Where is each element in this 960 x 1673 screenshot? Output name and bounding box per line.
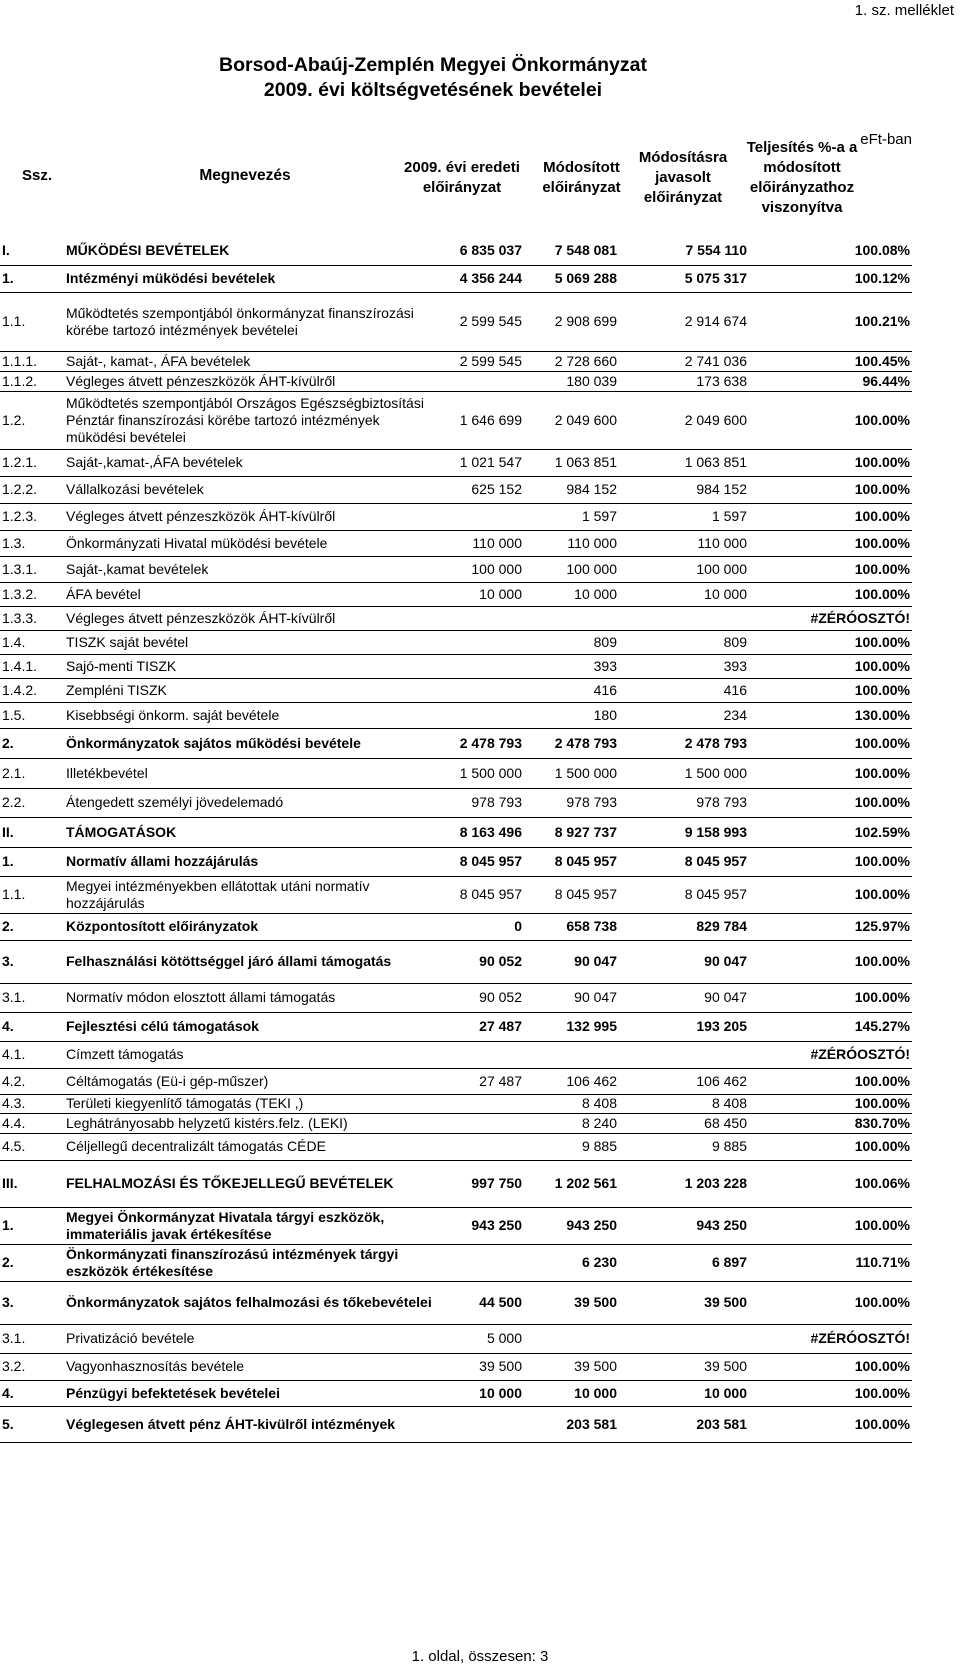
row-number: 1.4.1. <box>0 654 64 678</box>
revenue-table <box>0 236 912 1443</box>
proposed-appropriation: 978 793 <box>619 788 749 817</box>
modified-appropriation: 8 408 <box>524 1094 619 1113</box>
row-number: 3.1. <box>0 983 64 1012</box>
original-appropriation: 1 021 547 <box>444 449 524 476</box>
table-row <box>0 1324 912 1353</box>
original-appropriation: 27 487 <box>444 1012 524 1041</box>
completion-percent: 100.00% <box>749 983 912 1012</box>
proposed-appropriation: 416 <box>619 678 749 702</box>
row-number: 1.2. <box>0 391 64 449</box>
unit-label: eFt-ban <box>860 131 912 148</box>
modified-appropriation: 1 500 000 <box>524 758 619 788</box>
row-number: 1.4. <box>0 630 64 654</box>
proposed-appropriation: 393 <box>619 654 749 678</box>
table-row <box>0 503 912 530</box>
modified-appropriation: 110 000 <box>524 530 619 556</box>
original-appropriation: 10 000 <box>444 1380 524 1406</box>
original-appropriation: 943 250 <box>444 1207 524 1244</box>
completion-percent: #ZÉRÓOSZTÓ! <box>749 1041 912 1068</box>
table-row <box>0 654 912 678</box>
row-label: ÁFA bevétel <box>64 582 444 606</box>
proposed-appropriation: 100 000 <box>619 556 749 582</box>
row-number: 2. <box>0 728 64 758</box>
proposed-appropriation: 234 <box>619 702 749 728</box>
modified-appropriation: 8 927 737 <box>524 817 619 847</box>
row-number: 1.1. <box>0 876 64 913</box>
completion-percent: 100.00% <box>749 788 912 817</box>
row-label: Saját-, kamat-, ÁFA bevételek <box>64 351 444 371</box>
row-label: Megyei Önkormányzat Hivatala tárgyi eszközök, immateriális javak értékesítése <box>64 1207 444 1244</box>
row-label: Megyei intézményekben ellátottak utáni normatív hozzájárulás <box>64 876 444 913</box>
page-subtitle: 2009. évi költségvetésének bevételei <box>263 79 603 101</box>
proposed-appropriation: 110 000 <box>619 530 749 556</box>
original-appropriation: 1 500 000 <box>444 758 524 788</box>
modified-appropriation: 8 240 <box>524 1113 619 1133</box>
proposed-appropriation: 10 000 <box>619 582 749 606</box>
proposed-appropriation: 5 075 317 <box>619 265 749 292</box>
table-row <box>0 1244 912 1281</box>
proposed-appropriation: 90 047 <box>619 983 749 1012</box>
original-appropriation: 978 793 <box>444 788 524 817</box>
row-number: 1.3. <box>0 530 64 556</box>
original-appropriation: 10 000 <box>444 582 524 606</box>
row-label: Normatív állami hozzájárulás <box>64 847 444 876</box>
modified-appropriation: 180 039 <box>524 371 619 391</box>
row-label: Önkormányzati Hivatal müködési bevétele <box>64 530 444 556</box>
row-number: 3.2. <box>0 1353 64 1380</box>
page-footer: 1. oldal, összesen: 3 <box>411 1648 549 1665</box>
original-appropriation: 625 152 <box>444 476 524 503</box>
proposed-appropriation: 9 885 <box>619 1133 749 1160</box>
completion-percent: 100.00% <box>749 1068 912 1094</box>
proposed-appropriation: 1 597 <box>619 503 749 530</box>
table-row <box>0 678 912 702</box>
row-label: Vagyonhasznosítás bevétele <box>64 1353 444 1380</box>
proposed-appropriation: 1 500 000 <box>619 758 749 788</box>
modified-appropriation: 978 793 <box>524 788 619 817</box>
table-row <box>0 292 912 351</box>
table-row <box>0 1041 912 1068</box>
row-number: 2.2. <box>0 788 64 817</box>
header-col4: Teljesítés %-a a módosított előirányzathoz viszonyítva <box>746 139 858 216</box>
table-row <box>0 606 912 630</box>
modified-appropriation: 203 581 <box>524 1406 619 1442</box>
row-label: Sajó-menti TISZK <box>64 654 444 678</box>
table-row <box>0 1133 912 1160</box>
proposed-appropriation <box>619 606 749 630</box>
completion-percent: 100.00% <box>749 1133 912 1160</box>
completion-percent: 100.00% <box>749 582 912 606</box>
table-row <box>0 758 912 788</box>
modified-appropriation: 132 995 <box>524 1012 619 1041</box>
original-appropriation <box>444 1406 524 1442</box>
row-label: Területi kiegyenlítő támogatás (TEKI ,) <box>64 1094 444 1113</box>
table-row <box>0 1281 912 1324</box>
row-number: 1.5. <box>0 702 64 728</box>
row-label: Intézményi müködési bevételek <box>64 265 444 292</box>
row-label: MŰKÖDÉSI BEVÉTELEK <box>64 236 444 265</box>
proposed-appropriation: 809 <box>619 630 749 654</box>
proposed-appropriation: 2 049 600 <box>619 391 749 449</box>
proposed-appropriation: 8 045 957 <box>619 847 749 876</box>
modified-appropriation: 90 047 <box>524 983 619 1012</box>
proposed-appropriation: 1 063 851 <box>619 449 749 476</box>
row-number: 4.2. <box>0 1068 64 1094</box>
original-appropriation: 2 599 545 <box>444 292 524 351</box>
proposed-appropriation: 203 581 <box>619 1406 749 1442</box>
table-row <box>0 1406 912 1442</box>
completion-percent: 100.21% <box>749 292 912 351</box>
modified-appropriation <box>524 1041 619 1068</box>
original-appropriation <box>444 702 524 728</box>
completion-percent: 96.44% <box>749 371 912 391</box>
modified-appropriation: 1 597 <box>524 503 619 530</box>
modified-appropriation: 8 045 957 <box>524 847 619 876</box>
modified-appropriation: 39 500 <box>524 1353 619 1380</box>
row-number: 1.2.1. <box>0 449 64 476</box>
modified-appropriation: 2 478 793 <box>524 728 619 758</box>
modified-appropriation: 658 738 <box>524 913 619 940</box>
modified-appropriation: 180 <box>524 702 619 728</box>
original-appropriation: 44 500 <box>444 1281 524 1324</box>
table-row <box>0 817 912 847</box>
completion-percent: 100.12% <box>749 265 912 292</box>
proposed-appropriation: 90 047 <box>619 940 749 983</box>
completion-percent: 100.00% <box>749 530 912 556</box>
row-label: Illetékbevétel <box>64 758 444 788</box>
row-number: 1.2.3. <box>0 503 64 530</box>
modified-appropriation: 1 202 561 <box>524 1160 619 1207</box>
table-row <box>0 1353 912 1380</box>
completion-percent: 130.00% <box>749 702 912 728</box>
table-row <box>0 391 912 449</box>
row-label: Kisebbségi önkorm. saját bevétele <box>64 702 444 728</box>
proposed-appropriation: 173 638 <box>619 371 749 391</box>
row-label: FELHALMOZÁSI ÉS TŐKEJELLEGŰ BEVÉTELEK <box>64 1160 444 1207</box>
row-number: 1.1. <box>0 292 64 351</box>
proposed-appropriation: 2 478 793 <box>619 728 749 758</box>
original-appropriation <box>444 1113 524 1133</box>
row-label: Címzett támogatás <box>64 1041 444 1068</box>
proposed-appropriation: 943 250 <box>619 1207 749 1244</box>
completion-percent: 100.00% <box>749 503 912 530</box>
row-number: 2. <box>0 1244 64 1281</box>
table-row <box>0 847 912 876</box>
original-appropriation <box>444 678 524 702</box>
completion-percent: 100.00% <box>749 847 912 876</box>
row-number: 1.3.3. <box>0 606 64 630</box>
table-row <box>0 983 912 1012</box>
table-row <box>0 1094 912 1113</box>
original-appropriation: 8 045 957 <box>444 847 524 876</box>
modified-appropriation: 2 049 600 <box>524 391 619 449</box>
original-appropriation <box>444 503 524 530</box>
row-number: 1.1.2. <box>0 371 64 391</box>
completion-percent: 100.00% <box>749 1094 912 1113</box>
completion-percent: 100.00% <box>749 678 912 702</box>
row-number: 1. <box>0 847 64 876</box>
header-col2: Módosított előirányzat <box>542 159 621 196</box>
table-row <box>0 1012 912 1041</box>
table-row <box>0 1207 912 1244</box>
completion-percent: 100.00% <box>749 476 912 503</box>
row-label: Vállalkozási bevételek <box>64 476 444 503</box>
table-row <box>0 1068 912 1094</box>
original-appropriation: 27 487 <box>444 1068 524 1094</box>
row-label: Végleges átvett pénzeszközök ÁHT-kívülről <box>64 371 444 391</box>
completion-percent: 100.00% <box>749 556 912 582</box>
row-number: 5. <box>0 1406 64 1442</box>
original-appropriation <box>444 1041 524 1068</box>
table-row <box>0 702 912 728</box>
header-ssz: Ssz. <box>21 167 52 184</box>
proposed-appropriation: 2 741 036 <box>619 351 749 371</box>
row-number: 3. <box>0 1281 64 1324</box>
completion-percent: 102.59% <box>749 817 912 847</box>
table-row <box>0 940 912 983</box>
proposed-appropriation: 10 000 <box>619 1380 749 1406</box>
row-label: Zempléni TISZK <box>64 678 444 702</box>
row-number: III. <box>0 1160 64 1207</box>
proposed-appropriation: 2 914 674 <box>619 292 749 351</box>
row-number: 1.1.1. <box>0 351 64 371</box>
row-label: Leghátrányosabb helyzetű kistérs.felz. (LEKI) <box>64 1113 444 1133</box>
row-label: Működtetés szempontjából önkormányzat finanszírozási körébe tartozó intézmények bevételei <box>64 292 444 351</box>
row-label: Végleges átvett pénzeszközök ÁHT-kívülről <box>64 606 444 630</box>
row-label: Saját-,kamat bevételek <box>64 556 444 582</box>
proposed-appropriation: 193 205 <box>619 1012 749 1041</box>
original-appropriation: 2 599 545 <box>444 351 524 371</box>
row-number: 1.3.1. <box>0 556 64 582</box>
completion-percent: 100.00% <box>749 728 912 758</box>
proposed-appropriation: 8 045 957 <box>619 876 749 913</box>
proposed-appropriation: 8 408 <box>619 1094 749 1113</box>
table-row <box>0 728 912 758</box>
row-label: Működtetés szempontjából Országos Egészségbiztosítási Pénztár finanszírozási körébe tartozó intézmények müködési bevételei <box>64 391 444 449</box>
row-number: 4.5. <box>0 1133 64 1160</box>
original-appropriation <box>444 606 524 630</box>
original-appropriation <box>444 371 524 391</box>
table-row <box>0 1380 912 1406</box>
proposed-appropriation: 106 462 <box>619 1068 749 1094</box>
completion-percent: 100.00% <box>749 1406 912 1442</box>
original-appropriation: 1 646 699 <box>444 391 524 449</box>
modified-appropriation: 943 250 <box>524 1207 619 1244</box>
proposed-appropriation: 6 897 <box>619 1244 749 1281</box>
completion-percent: 100.00% <box>749 1380 912 1406</box>
original-appropriation: 110 000 <box>444 530 524 556</box>
proposed-appropriation: 829 784 <box>619 913 749 940</box>
completion-percent: 100.00% <box>749 1207 912 1244</box>
proposed-appropriation <box>619 1324 749 1353</box>
table-row <box>0 556 912 582</box>
row-label: Átengedett személyi jövedelemadó <box>64 788 444 817</box>
modified-appropriation: 39 500 <box>524 1281 619 1324</box>
header-col1: 2009. évi eredeti előirányzat <box>404 159 520 196</box>
table-row <box>0 876 912 913</box>
row-label: TISZK saját bevétel <box>64 630 444 654</box>
row-label: Önkormányzatok sajátos felhalmozási és tőkebevételei <box>64 1281 444 1324</box>
completion-percent: 100.00% <box>749 449 912 476</box>
modified-appropriation: 393 <box>524 654 619 678</box>
original-appropriation: 6 835 037 <box>444 236 524 265</box>
original-appropriation <box>444 1244 524 1281</box>
row-label: TÁMOGATÁSOK <box>64 817 444 847</box>
modified-appropriation: 2 728 660 <box>524 351 619 371</box>
row-label: Normatív módon elosztott állami támogatás <box>64 983 444 1012</box>
table-row <box>0 1113 912 1133</box>
row-label: Céljellegű decentralizált támogatás CÉDE <box>64 1133 444 1160</box>
row-number: 3.1. <box>0 1324 64 1353</box>
modified-appropriation: 7 548 081 <box>524 236 619 265</box>
row-number: 4. <box>0 1380 64 1406</box>
row-label: Önkormányzati finanszírozású intézmények tárgyi eszközök értékesítése <box>64 1244 444 1281</box>
completion-percent: 100.00% <box>749 654 912 678</box>
modified-appropriation: 10 000 <box>524 582 619 606</box>
row-number: 3. <box>0 940 64 983</box>
modified-appropriation: 809 <box>524 630 619 654</box>
table-row <box>0 788 912 817</box>
completion-percent: 100.00% <box>749 940 912 983</box>
row-label: Saját-,kamat-,ÁFA bevételek <box>64 449 444 476</box>
row-label: Központosított előirányzatok <box>64 913 444 940</box>
row-number: 1.2.2. <box>0 476 64 503</box>
row-label: Privatizáció bevétele <box>64 1324 444 1353</box>
original-appropriation: 8 045 957 <box>444 876 524 913</box>
modified-appropriation: 984 152 <box>524 476 619 503</box>
modified-appropriation: 416 <box>524 678 619 702</box>
completion-percent: 100.00% <box>749 391 912 449</box>
row-number: I. <box>0 236 64 265</box>
original-appropriation: 8 163 496 <box>444 817 524 847</box>
completion-percent: 145.27% <box>749 1012 912 1041</box>
table-row <box>0 1160 912 1207</box>
modified-appropriation: 106 462 <box>524 1068 619 1094</box>
original-appropriation <box>444 630 524 654</box>
modified-appropriation: 8 045 957 <box>524 876 619 913</box>
row-number: 4.3. <box>0 1094 64 1113</box>
modified-appropriation <box>524 1324 619 1353</box>
original-appropriation: 997 750 <box>444 1160 524 1207</box>
original-appropriation: 39 500 <box>444 1353 524 1380</box>
row-number: 1. <box>0 265 64 292</box>
modified-appropriation: 100 000 <box>524 556 619 582</box>
original-appropriation <box>444 654 524 678</box>
table-row <box>0 351 912 371</box>
completion-percent: 110.71% <box>749 1244 912 1281</box>
proposed-appropriation: 39 500 <box>619 1353 749 1380</box>
table-row <box>0 530 912 556</box>
row-label: Önkormányzatok sajátos működési bevétele <box>64 728 444 758</box>
row-number: 1.4.2. <box>0 678 64 702</box>
completion-percent: 100.00% <box>749 758 912 788</box>
row-label: Végleges átvett pénzeszközök ÁHT-kívülről <box>64 503 444 530</box>
original-appropriation: 4 356 244 <box>444 265 524 292</box>
table-row <box>0 265 912 292</box>
header-name: Megnevezés <box>199 167 291 184</box>
row-number: II. <box>0 817 64 847</box>
completion-percent: #ZÉRÓOSZTÓ! <box>749 1324 912 1353</box>
table-row <box>0 630 912 654</box>
modified-appropriation: 2 908 699 <box>524 292 619 351</box>
table-row <box>0 476 912 503</box>
original-appropriation: 2 478 793 <box>444 728 524 758</box>
row-number: 4.1. <box>0 1041 64 1068</box>
modified-appropriation: 6 230 <box>524 1244 619 1281</box>
row-number: 2.1. <box>0 758 64 788</box>
modified-appropriation <box>524 606 619 630</box>
row-number: 2. <box>0 913 64 940</box>
original-appropriation <box>444 1133 524 1160</box>
row-number: 4.4. <box>0 1113 64 1133</box>
completion-percent: 100.00% <box>749 876 912 913</box>
modified-appropriation: 90 047 <box>524 940 619 983</box>
proposed-appropriation: 7 554 110 <box>619 236 749 265</box>
row-label: Felhasználási kötöttséggel járó állami támogatás <box>64 940 444 983</box>
proposed-appropriation: 68 450 <box>619 1113 749 1133</box>
row-label: Pénzügyi befektetések bevételei <box>64 1380 444 1406</box>
table-row <box>0 236 912 265</box>
modified-appropriation: 9 885 <box>524 1133 619 1160</box>
row-number: 1. <box>0 1207 64 1244</box>
row-number: 1.3.2. <box>0 582 64 606</box>
row-label: Véglegesen átvett pénz ÁHT-kivülről intézmények <box>64 1406 444 1442</box>
original-appropriation: 5 000 <box>444 1324 524 1353</box>
row-label: Fejlesztési célú támogatások <box>64 1012 444 1041</box>
page-title: Borsod-Abaúj-Zemplén Megyei Önkormányzat <box>219 54 647 76</box>
original-appropriation: 0 <box>444 913 524 940</box>
original-appropriation: 100 000 <box>444 556 524 582</box>
table-row <box>0 582 912 606</box>
proposed-appropriation <box>619 1041 749 1068</box>
completion-percent: 830.70% <box>749 1113 912 1133</box>
proposed-appropriation: 9 158 993 <box>619 817 749 847</box>
modified-appropriation: 10 000 <box>524 1380 619 1406</box>
original-appropriation: 90 052 <box>444 983 524 1012</box>
table-row <box>0 371 912 391</box>
completion-percent: 125.97% <box>749 913 912 940</box>
table-row <box>0 449 912 476</box>
completion-percent: #ZÉRÓOSZTÓ! <box>749 606 912 630</box>
modified-appropriation: 5 069 288 <box>524 265 619 292</box>
completion-percent: 100.00% <box>749 630 912 654</box>
completion-percent: 100.00% <box>749 1353 912 1380</box>
annex-label: 1. sz. melléklet <box>854 2 954 19</box>
completion-percent: 100.06% <box>749 1160 912 1207</box>
completion-percent: 100.45% <box>749 351 912 371</box>
row-number: 4. <box>0 1012 64 1041</box>
original-appropriation: 90 052 <box>444 940 524 983</box>
proposed-appropriation: 984 152 <box>619 476 749 503</box>
modified-appropriation: 1 063 851 <box>524 449 619 476</box>
original-appropriation <box>444 1094 524 1113</box>
proposed-appropriation: 1 203 228 <box>619 1160 749 1207</box>
table-row <box>0 913 912 940</box>
proposed-appropriation: 39 500 <box>619 1281 749 1324</box>
completion-percent: 100.00% <box>749 1281 912 1324</box>
completion-percent: 100.08% <box>749 236 912 265</box>
header-col3: Módosításra javasolt előirányzat <box>638 149 728 206</box>
row-label: Céltámogatás (Eü-i gép-műszer) <box>64 1068 444 1094</box>
